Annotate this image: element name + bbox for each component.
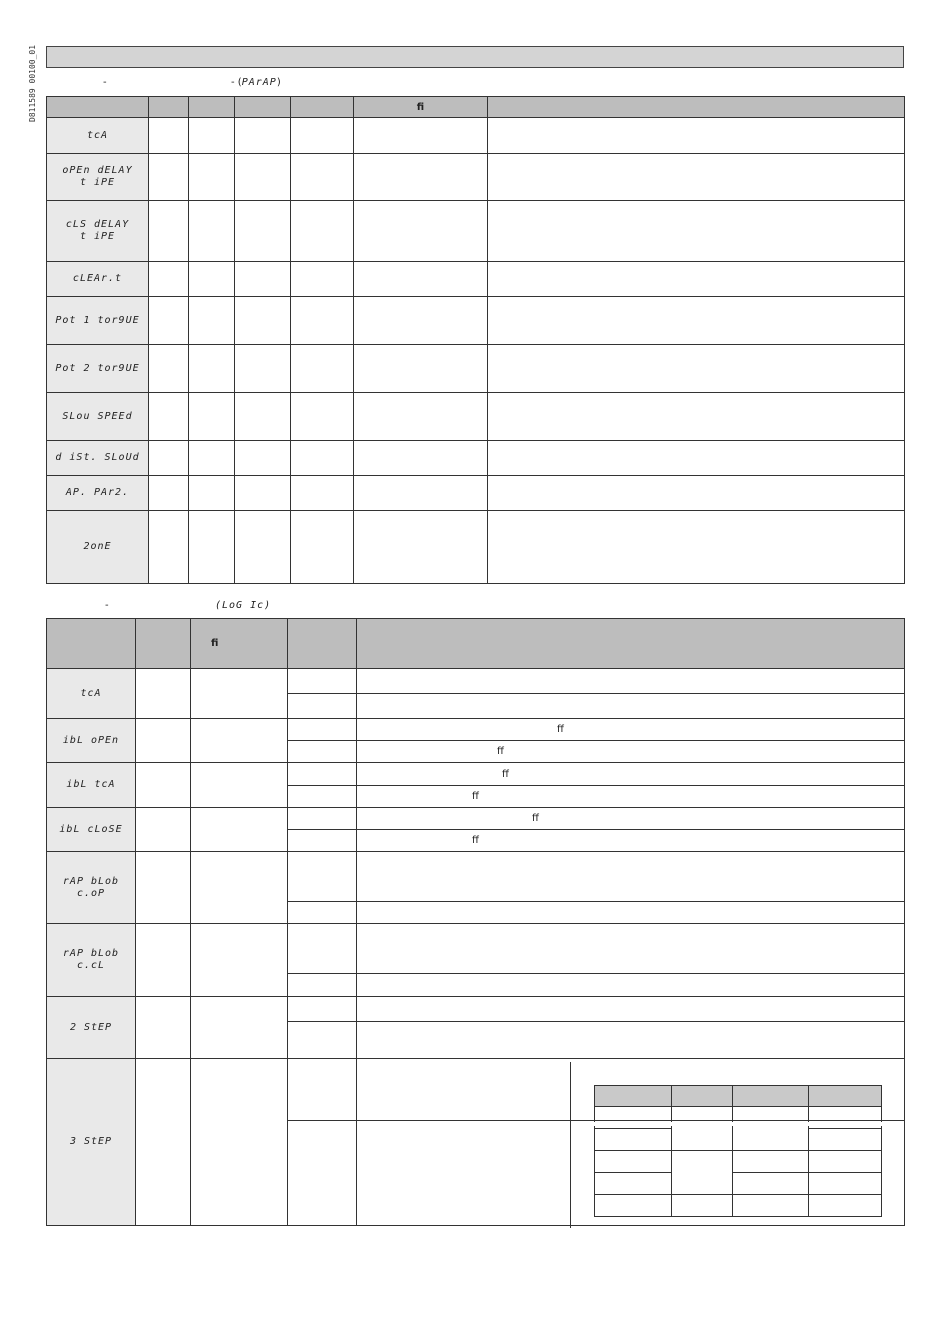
logic-code-cell	[47, 1059, 136, 1226]
step-table-cell	[809, 1151, 882, 1173]
params-caption: - (PArAP)	[231, 77, 281, 88]
logic-cell	[136, 719, 191, 763]
param-cell	[354, 511, 488, 584]
param-cell	[291, 441, 354, 476]
logic-description-cell	[357, 974, 905, 997]
param-cell	[235, 201, 291, 262]
logic-code: c.oP	[76, 887, 106, 899]
param-code-cell	[47, 476, 149, 511]
param-code: t iPE	[79, 177, 116, 188]
parameters-table	[46, 96, 905, 584]
logic-description-cell: ff	[357, 719, 905, 741]
param-cell	[149, 262, 189, 297]
logic-header-cell	[136, 619, 191, 669]
section-title-bar	[46, 46, 904, 68]
logic-code: c.cL	[76, 960, 106, 971]
params-caption-prefix: -	[103, 77, 107, 88]
logic-cell	[136, 763, 191, 808]
logic-value-cell	[288, 1059, 357, 1121]
logic-value-cell	[288, 1022, 357, 1059]
logic-description-cell: ff	[357, 808, 905, 830]
param-cell	[354, 297, 488, 345]
logic-description-cell: ff	[357, 741, 905, 763]
param-cell	[488, 393, 905, 441]
logic-description-cell: ff	[357, 786, 905, 808]
logic-value-cell	[288, 694, 357, 719]
param-cell	[291, 118, 354, 154]
params-header-cell: fi	[354, 97, 488, 118]
param-cell	[149, 511, 189, 584]
logic-value-cell	[288, 669, 357, 694]
param-cell	[189, 154, 235, 201]
param-cell	[235, 511, 291, 584]
logic-code-cell	[47, 924, 136, 997]
step-table-cell	[733, 1173, 809, 1195]
logic-description-cell	[357, 924, 905, 974]
params-header-cell	[291, 97, 354, 118]
param-cell	[291, 511, 354, 584]
param-cell	[235, 297, 291, 345]
param-code-cell	[47, 201, 149, 262]
param-code-cell	[47, 441, 149, 476]
param-cell	[291, 476, 354, 511]
param-cell	[291, 154, 354, 201]
param-code-cell	[47, 262, 149, 297]
params-row	[47, 201, 905, 262]
param-cell	[149, 297, 189, 345]
params-row	[47, 476, 905, 511]
param-cell	[354, 154, 488, 201]
step-table-cell	[733, 1107, 809, 1151]
param-cell	[291, 201, 354, 262]
params-row	[47, 393, 905, 441]
logic-code: ibL tcA	[66, 779, 116, 790]
step-table-cell	[672, 1107, 733, 1151]
logic-cell	[191, 1059, 288, 1226]
param-cell	[354, 476, 488, 511]
param-code-cell	[47, 297, 149, 345]
logic-header-cell: fi	[191, 619, 288, 669]
param-cell	[235, 345, 291, 393]
logic-header-cell	[357, 619, 905, 669]
param-code: cLS dELAY	[65, 219, 130, 230]
param-code: oPEn dELAY	[62, 165, 133, 176]
params-header-cell	[189, 97, 235, 118]
param-cell	[149, 345, 189, 393]
params-row	[47, 511, 905, 584]
param-cell	[149, 441, 189, 476]
param-cell	[488, 154, 905, 201]
logic-code-cell	[47, 852, 136, 924]
param-code: SLou SPEEd	[62, 410, 133, 422]
logic-row	[47, 852, 905, 902]
logic-value-cell	[288, 852, 357, 902]
logic-row	[47, 924, 905, 974]
logic-code: ibL cLoSE	[59, 823, 123, 835]
logic-cell	[136, 852, 191, 924]
param-cell	[189, 262, 235, 297]
param-cell	[488, 297, 905, 345]
param-cell	[189, 393, 235, 441]
logic-caption: (LoG Ic)	[215, 600, 272, 611]
logic-cell	[191, 808, 288, 852]
param-cell	[291, 393, 354, 441]
logic-description-cell: ff	[357, 763, 905, 786]
logic-code-cell	[47, 719, 136, 763]
logic-code: rAP bLob	[62, 948, 120, 959]
param-cell	[235, 154, 291, 201]
step-table-cell	[595, 1129, 672, 1151]
param-code: Pot 2 tor9UE	[55, 362, 140, 374]
logic-cell	[191, 924, 288, 997]
step-sequence-table	[594, 1085, 882, 1217]
param-cell	[189, 201, 235, 262]
logic-caption-prefix: -	[105, 600, 109, 611]
logic-value-cell	[288, 974, 357, 997]
logic-code-cell	[47, 808, 136, 852]
logic-header-cell	[288, 619, 357, 669]
param-cell	[149, 118, 189, 154]
param-cell	[189, 118, 235, 154]
logic-description-cell	[357, 997, 905, 1022]
logic-value-cell	[288, 924, 357, 974]
logic-row	[47, 669, 905, 694]
param-cell	[189, 476, 235, 511]
logic-value-cell	[288, 997, 357, 1022]
param-code: d iSt. SLoUd	[55, 452, 140, 463]
step-table-header	[809, 1086, 882, 1107]
logic-value-cell	[288, 786, 357, 808]
logic-header-cell	[47, 619, 136, 669]
step-table-cell	[672, 1195, 733, 1217]
param-cell	[189, 511, 235, 584]
param-code: tcA	[86, 129, 109, 141]
param-cell	[149, 201, 189, 262]
param-cell	[488, 201, 905, 262]
logic-code: rAP bLob	[62, 875, 120, 887]
logic-cell	[136, 1059, 191, 1226]
step-table-cell	[595, 1151, 672, 1173]
param-cell	[291, 345, 354, 393]
logic-cell	[191, 763, 288, 808]
param-cell	[235, 441, 291, 476]
param-cell	[149, 393, 189, 441]
step-table-cell	[595, 1195, 672, 1217]
step-area-divider	[570, 1062, 571, 1228]
param-cell	[189, 297, 235, 345]
logic-value-cell	[288, 902, 357, 924]
logic-cell	[191, 997, 288, 1059]
param-cell	[488, 476, 905, 511]
logic-cell	[136, 924, 191, 997]
logic-code: ibL oPEn	[62, 734, 120, 746]
logic-value-cell	[288, 741, 357, 763]
param-code: t iPE	[79, 231, 116, 242]
param-cell	[354, 393, 488, 441]
params-row	[47, 345, 905, 393]
logic-code-cell	[47, 763, 136, 808]
param-cell	[354, 345, 488, 393]
param-cell	[488, 441, 905, 476]
params-row	[47, 118, 905, 154]
logic-cell	[136, 808, 191, 852]
param-code: 2onE	[83, 541, 112, 552]
logic-row	[47, 808, 905, 830]
param-cell	[189, 345, 235, 393]
param-cell	[235, 262, 291, 297]
param-cell	[354, 201, 488, 262]
step-table-header	[733, 1086, 809, 1107]
logic-value-cell	[288, 763, 357, 786]
params-row	[47, 154, 905, 201]
logic-row	[47, 997, 905, 1022]
logic-value-cell	[288, 830, 357, 852]
param-cell	[354, 441, 488, 476]
logic-code-cell	[47, 997, 136, 1059]
params-header-row	[47, 97, 905, 118]
step-table-cell	[809, 1173, 882, 1195]
step-table-header	[595, 1086, 672, 1107]
logic-row	[47, 763, 905, 786]
document-code: D811589 00100_01	[28, 44, 37, 122]
params-header-cell	[235, 97, 291, 118]
logic-description-cell	[357, 669, 905, 694]
params-row	[47, 262, 905, 297]
param-cell	[189, 441, 235, 476]
params-header-cell	[47, 97, 149, 118]
params-header-cell	[488, 97, 905, 118]
logic-description-cell	[357, 694, 905, 719]
logic-code: 3 StEP	[69, 1136, 113, 1147]
logic-cell	[191, 669, 288, 719]
step-table-cell	[809, 1129, 882, 1151]
logic-code-cell	[47, 669, 136, 719]
step-table-cell	[595, 1173, 672, 1195]
logic-header-row	[47, 619, 905, 669]
param-cell	[488, 511, 905, 584]
param-cell	[291, 297, 354, 345]
params-header-cell	[149, 97, 189, 118]
logic-description-cell	[357, 902, 905, 924]
param-code: AP. PAr2.	[65, 487, 130, 498]
step-area-cover	[572, 1122, 903, 1126]
param-code: cLEAr.t	[72, 273, 123, 284]
params-row	[47, 297, 905, 345]
logic-value-cell	[288, 808, 357, 830]
logic-value-cell	[288, 719, 357, 741]
param-cell	[291, 262, 354, 297]
param-cell	[235, 118, 291, 154]
params-row	[47, 441, 905, 476]
step-table-cell	[733, 1151, 809, 1173]
param-cell	[149, 476, 189, 511]
logic-description-cell	[357, 1022, 905, 1059]
param-code: Pot 1 tor9UE	[55, 314, 140, 326]
logic-cell	[136, 669, 191, 719]
param-code-cell	[47, 345, 149, 393]
param-code-cell	[47, 154, 149, 201]
step-table-cell	[672, 1151, 733, 1195]
param-cell	[354, 262, 488, 297]
step-table-cell	[733, 1195, 809, 1217]
logic-description-cell: ff	[357, 830, 905, 852]
param-cell	[235, 393, 291, 441]
logic-value-cell	[288, 1121, 357, 1226]
logic-code: tcA	[80, 687, 102, 699]
param-code-cell	[47, 118, 149, 154]
logic-code: 2 StEP	[69, 1021, 113, 1033]
step-table-cell	[809, 1195, 882, 1217]
step-table-header	[672, 1086, 733, 1107]
param-cell	[235, 476, 291, 511]
logic-cell	[136, 997, 191, 1059]
logic-cell	[191, 719, 288, 763]
param-code-cell	[47, 511, 149, 584]
param-code-cell	[47, 393, 149, 441]
param-cell	[149, 154, 189, 201]
param-cell	[488, 345, 905, 393]
param-cell	[488, 262, 905, 297]
param-cell	[354, 118, 488, 154]
logic-cell	[191, 852, 288, 924]
param-cell	[488, 118, 905, 154]
logic-description-cell	[357, 852, 905, 902]
logic-row	[47, 719, 905, 741]
